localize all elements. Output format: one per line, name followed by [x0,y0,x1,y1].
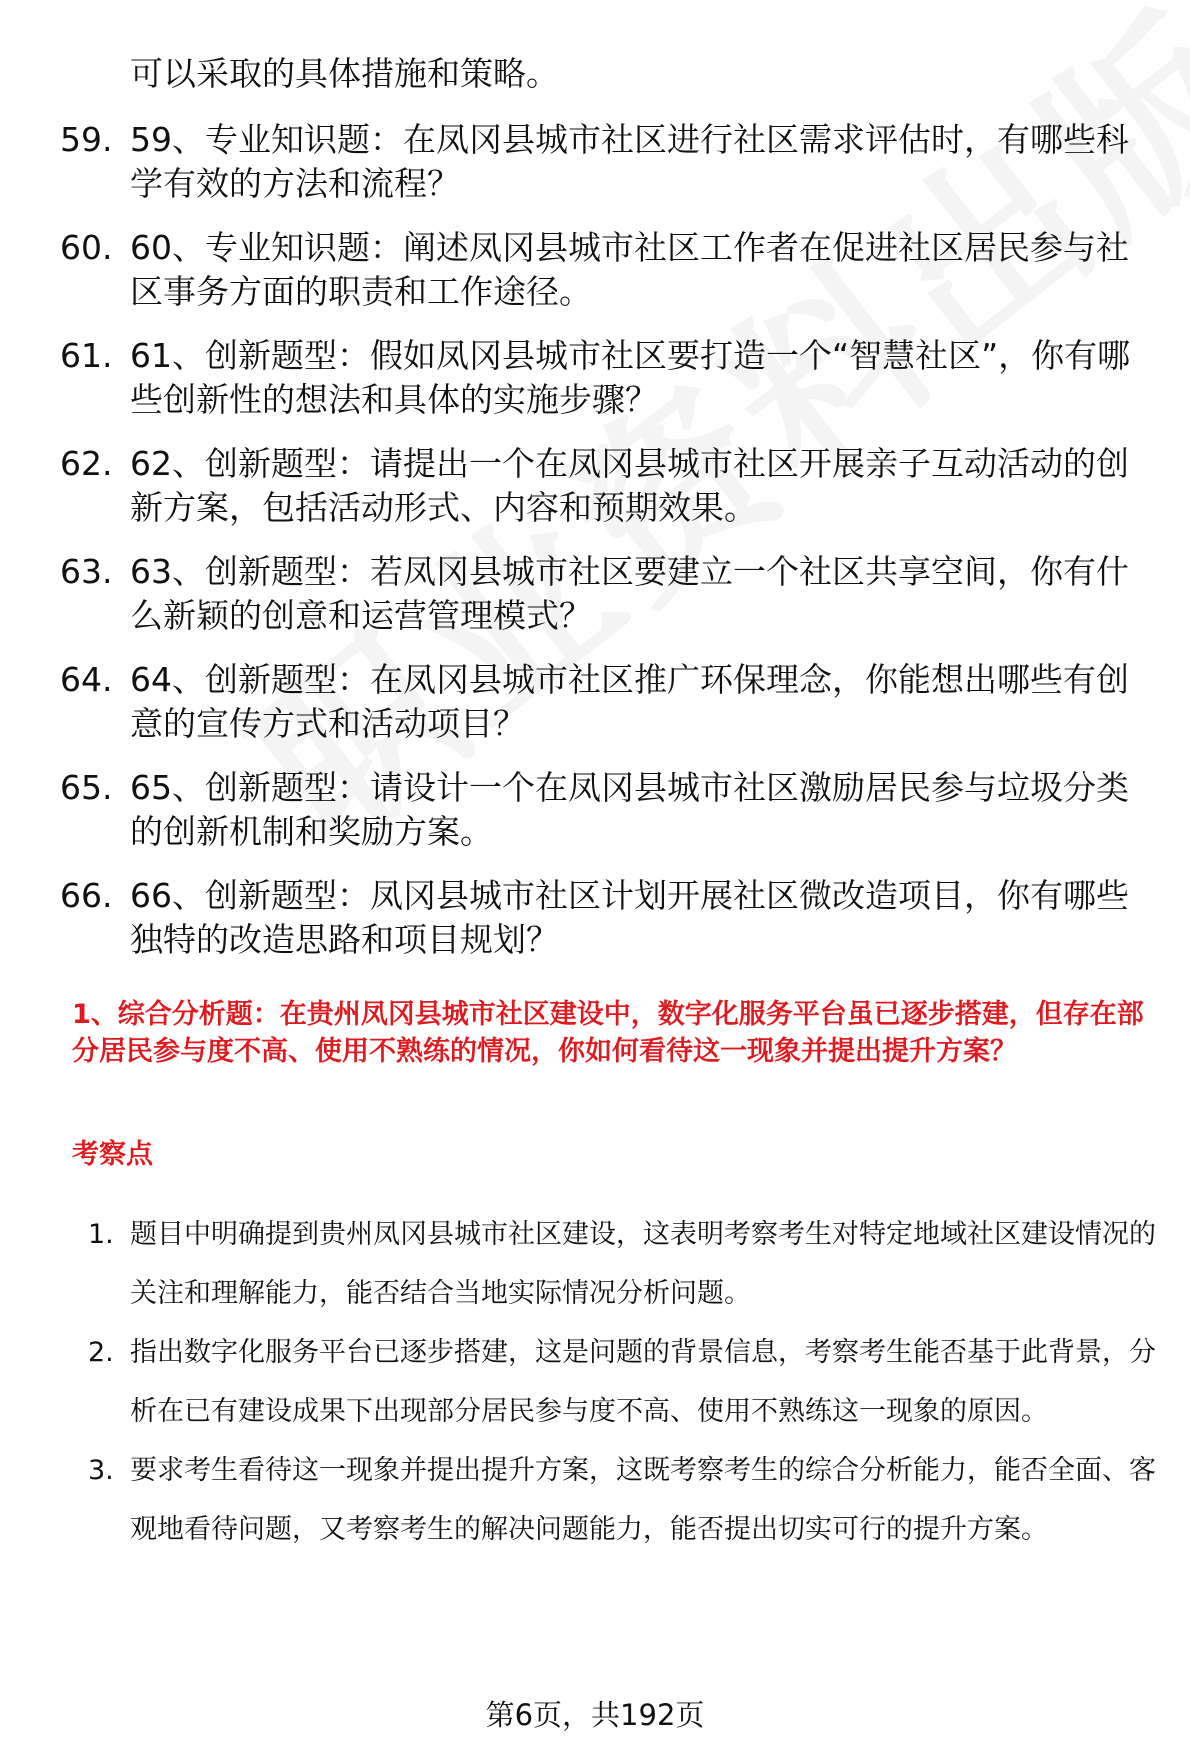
analysis-question-title: 1、综合分析题：在贵州凤冈县城市社区建设中，数字化服务平台虽已逐步搭建，但存在部分居民参与度不高、使用不熟练的情况，你如何看待这一现象并提出提升方案？ [72,999,1144,1067]
question-number: 66. [60,876,113,915]
page-number: 第6页，共192页 [485,1698,705,1732]
list-item [60,658,1160,746]
list-item [88,1441,1163,1559]
list-item [60,874,1160,962]
question-text: 59、专业知识题：在凤冈县城市社区进行社区需求评估时，有哪些科学有效的方法和流程？ [130,120,1129,203]
point-number: 3. [88,1455,114,1486]
question-text: 61、创新题型：假如凤冈县城市社区要打造一个“智慧社区”，你有哪些创新性的想法和具体的实施步骤？ [130,336,1131,419]
question-text: 62、创新题型：请提出一个在凤冈县城市社区开展亲子互动活动的创新方案，包括活动形式、内容和预期效果。 [130,444,1129,527]
point-text: 题目中明确提到贵州凤冈县城市社区建设，这表明考察考生对特定地域社区建设情况的关注和理解能力，能否结合当地实际情况分析问题。 [130,1219,1156,1309]
question-number: 61. [60,336,113,375]
question-text: 66、创新题型：凤冈县城市社区计划开展社区微改造项目，你有哪些独特的改造思路和项目规划？ [130,876,1129,959]
point-list [88,1205,1163,1559]
list-item [60,766,1160,854]
list-item [60,550,1160,638]
question-text: 60、专业知识题：阐述凤冈县城市社区工作者在促进社区居民参与社区事务方面的职责和工作途径。 [130,228,1129,311]
list-item [60,226,1160,314]
question-text: 63、创新题型：若凤冈县城市社区要建立一个社区共享空间，你有什么新颖的创意和运营管理模式？ [130,552,1129,635]
section-heading-kaochadian: 考察点 [72,1139,153,1170]
list-item [60,442,1160,530]
question-text: 64、创新题型：在凤冈县城市社区推广环保理念，你能想出哪些有创意的宣传方式和活动项目？ [130,660,1129,743]
question-text: 65、创新题型：请设计一个在凤冈县城市社区激励居民参与垃圾分类的创新机制和奖励方案。 [130,768,1129,851]
point-text: 指出数字化服务平台已逐步搭建，这是问题的背景信息，考察考生能否基于此背景，分析在已有建设成果下出现部分居民参与度不高、使用不熟练这一现象的原因。 [130,1337,1156,1427]
point-number: 1. [88,1219,114,1250]
question-number: 62. [60,444,113,483]
question-number: 59. [60,120,113,159]
point-number: 2. [88,1337,114,1368]
question-continuation: 可以采取的具体措施和策略。 [130,54,559,93]
question-list [60,118,1160,982]
question-number: 64. [60,660,113,699]
point-text: 要求考生看待这一现象并提出提升方案，这既考察考生的综合分析能力，能否全面、客观地看待问题，又考察考生的解决问题能力，能否提出切实可行的提升方案。 [130,1455,1156,1545]
list-item [88,1205,1163,1323]
question-number: 65. [60,768,113,807]
list-item [60,118,1160,206]
list-item [60,334,1160,422]
question-number: 60. [60,228,113,267]
question-number: 63. [60,552,113,591]
list-item [88,1323,1163,1441]
